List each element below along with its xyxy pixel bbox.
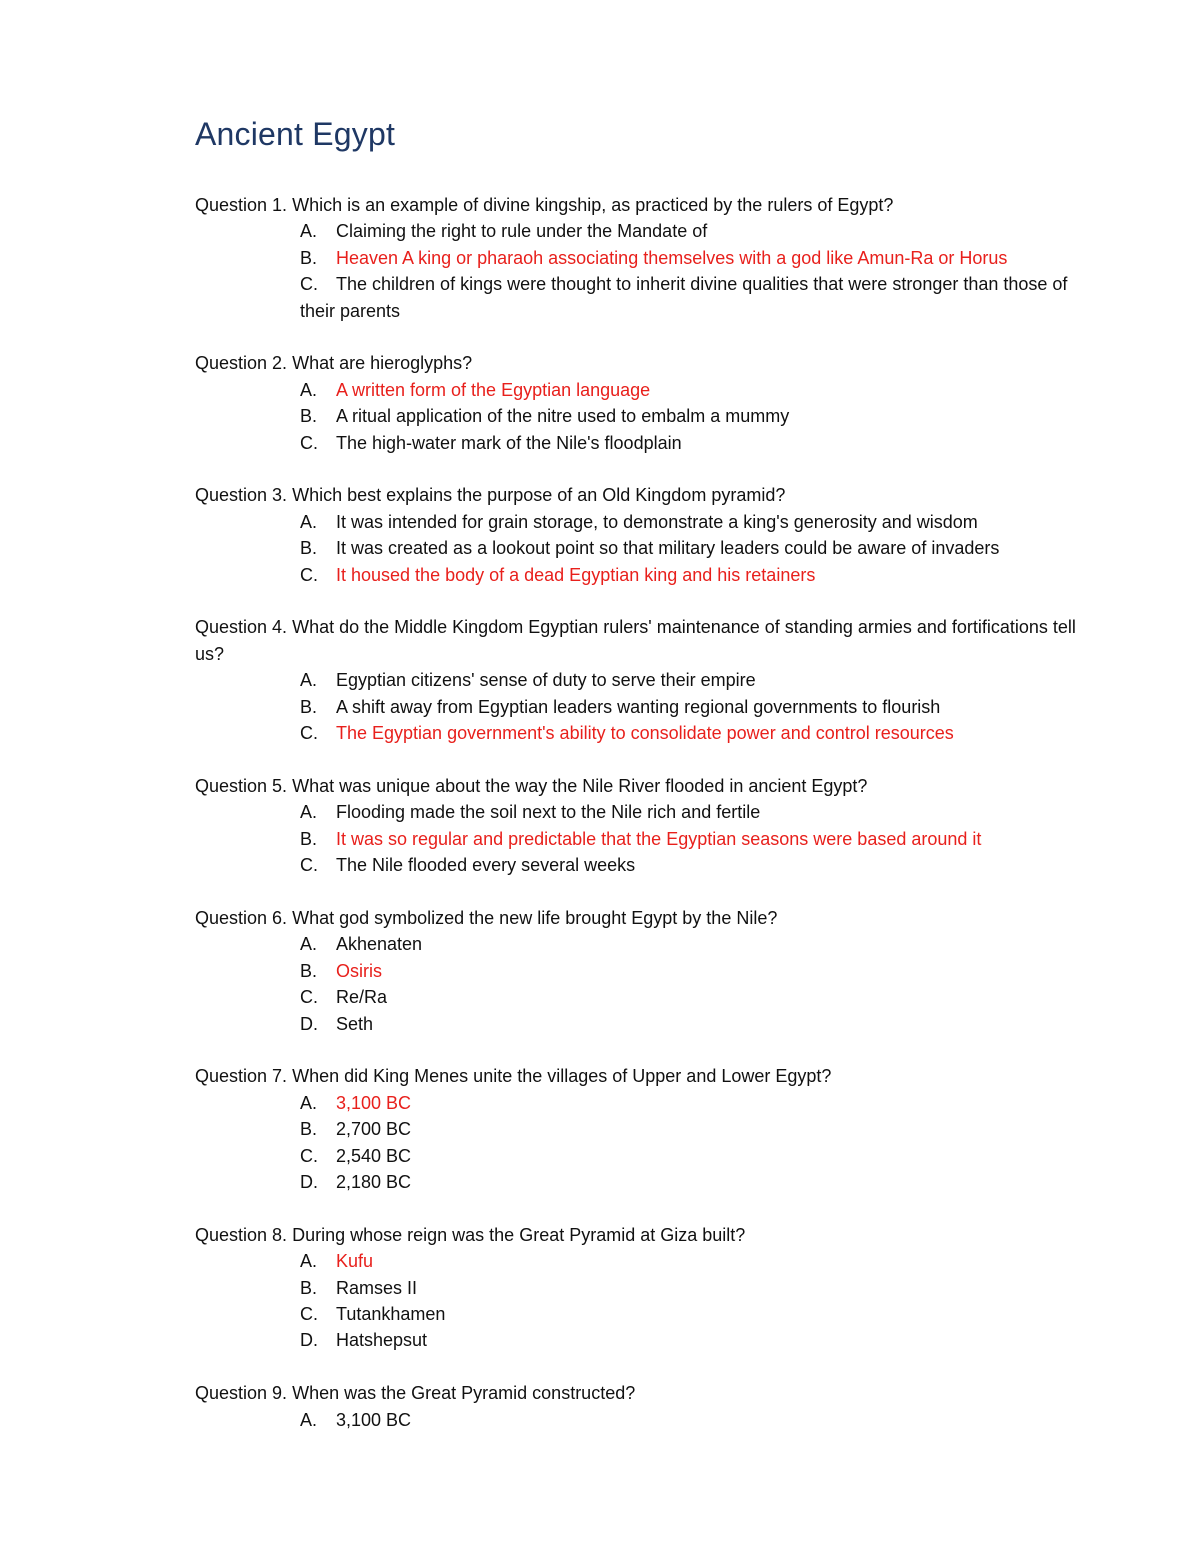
option-text: 2,540 BC (336, 1145, 412, 1166)
option-text: 2,700 BC (336, 1119, 412, 1140)
option-text: It was intended for grain storage, to demonstrate a king's generosity and wisdom (336, 511, 978, 532)
option-text: It housed the body of a dead Egyptian king and his retainers (336, 564, 816, 585)
option-letter: B. (300, 406, 318, 427)
question-number: Question 9. (195, 1383, 288, 1404)
question-number: Question 5. (195, 775, 288, 796)
option-letter: A. (300, 511, 318, 532)
question-3 (195, 482, 1095, 588)
option-text: The children of kings were thought to inherit divine qualities that were stronger than those of their parents (300, 274, 1068, 321)
option-text: Re/Ra (336, 987, 388, 1008)
option-text: Heaven A king or pharaoh associating themselves with a god like Amun-Ra or Horus (336, 247, 1008, 268)
option-text: Flooding made the soil next to the Nile rich and fertile (336, 802, 761, 823)
option-letter: D. (300, 1171, 318, 1192)
answer-option (195, 271, 1095, 324)
option-text: Tutankhamen (336, 1303, 446, 1324)
question-8 (195, 1222, 1095, 1354)
option-text: A shift away from Egyptian leaders wanting regional governments to flourish (336, 696, 941, 717)
answer-option (195, 1011, 1095, 1037)
question-text: When did King Menes unite the villages of Upper and Lower Egypt? (292, 1066, 832, 1087)
option-letter: A. (300, 670, 318, 691)
option-text: Akhenaten (336, 934, 423, 955)
answer-option (195, 218, 1095, 244)
question-7 (195, 1063, 1095, 1195)
option-text: The Nile flooded every several weeks (336, 855, 636, 876)
option-letter: A. (300, 1092, 318, 1113)
option-text: Egyptian citizens' sense of duty to serve their empire (336, 670, 756, 691)
answer-option-correct (195, 245, 1095, 271)
answer-option (195, 694, 1095, 720)
option-letter: B. (300, 247, 318, 268)
question-text: What was unique about the way the Nile River flooded in ancient Egypt? (292, 775, 868, 796)
question-text: Which best explains the purpose of an Old Kingdom pyramid? (292, 485, 786, 506)
question-number: Question 1. (195, 195, 288, 215)
answer-option (195, 852, 1095, 878)
question-4 (195, 614, 1095, 746)
question-text: During whose reign was the Great Pyramid at Giza built? (292, 1224, 746, 1245)
question-text: When was the Great Pyramid constructed? (292, 1383, 636, 1404)
answer-option-correct (195, 377, 1095, 403)
question-stem (195, 773, 1095, 799)
answer-option (195, 1407, 1095, 1433)
answer-option-correct (195, 720, 1095, 746)
answer-option (195, 667, 1095, 693)
question-number: Question 8. (195, 1224, 288, 1245)
answer-option (195, 1301, 1095, 1327)
answer-option (195, 799, 1095, 825)
answer-option (195, 509, 1095, 535)
option-text: 2,180 BC (336, 1171, 412, 1192)
option-text: Seth (336, 1013, 374, 1034)
question-stem (195, 1063, 1095, 1089)
question-stem (195, 350, 1095, 376)
option-letter: B. (300, 1277, 318, 1298)
option-letter: A. (300, 934, 318, 955)
answer-option-correct (195, 1090, 1095, 1116)
question-stem (195, 192, 1095, 218)
question-text: What are hieroglyphs? (292, 353, 473, 374)
option-text: Hatshepsut (336, 1330, 428, 1351)
question-1 (195, 192, 1095, 324)
option-letter: C. (300, 564, 318, 585)
answer-option (195, 535, 1095, 561)
question-stem (195, 614, 1095, 667)
question-number: Question 4. (195, 617, 288, 638)
option-letter: C. (300, 723, 318, 744)
option-text: A written form of the Egyptian language (336, 379, 651, 400)
option-letter: C. (300, 274, 318, 295)
option-text: A ritual application of the nitre used to embalm a mummy (336, 406, 790, 427)
option-letter: B. (300, 538, 318, 559)
option-letter: C. (300, 855, 318, 876)
question-number: Question 7. (195, 1066, 288, 1087)
answer-option (195, 403, 1095, 429)
option-letter: C. (300, 987, 318, 1008)
question-6 (195, 905, 1095, 1037)
question-stem (195, 905, 1095, 931)
question-text: What god symbolized the new life brought Egypt by the Nile? (292, 907, 778, 928)
answer-option-correct (195, 562, 1095, 588)
option-letter: C. (300, 432, 318, 453)
option-letter: D. (300, 1013, 318, 1034)
option-text: Claiming the right to rule under the Mandate of (336, 221, 708, 242)
answer-option (195, 1169, 1095, 1195)
question-number: Question 6. (195, 907, 288, 928)
answer-option-correct (195, 1248, 1095, 1274)
option-letter: C. (300, 1145, 318, 1166)
question-stem (195, 1222, 1095, 1248)
option-letter: D. (300, 1330, 318, 1351)
answer-option (195, 931, 1095, 957)
answer-option-correct (195, 958, 1095, 984)
option-text: Osiris (336, 960, 382, 981)
document-title: Ancient Egypt (195, 116, 396, 152)
question-number: Question 3. (195, 485, 288, 506)
answer-option (195, 1327, 1095, 1353)
question-9 (195, 1380, 1095, 1433)
option-text: Ramses II (336, 1277, 418, 1298)
question-5 (195, 773, 1095, 879)
option-letter: A. (300, 802, 318, 823)
option-letter: A. (300, 221, 318, 242)
option-text: It was created as a lookout point so that military leaders could be aware of invaders (336, 538, 1000, 559)
question-text: What do the Middle Kingdom Egyptian rulers' maintenance of standing armies and fortifications tell us? (195, 617, 1076, 664)
answer-option-correct (195, 826, 1095, 852)
answer-option (195, 430, 1095, 456)
option-letter: A. (300, 1409, 318, 1430)
question-number: Question 2. (195, 353, 288, 374)
question-list (195, 192, 1095, 1459)
option-text: 3,100 BC (336, 1409, 412, 1430)
option-letter: A. (300, 379, 318, 400)
option-text: 3,100 BC (336, 1092, 412, 1113)
option-letter: B. (300, 696, 318, 717)
option-text: The Egyptian government's ability to consolidate power and control resources (336, 723, 954, 744)
option-letter: C. (300, 1303, 318, 1324)
answer-option (195, 984, 1095, 1010)
question-stem (195, 482, 1095, 508)
question-2 (195, 350, 1095, 456)
option-text: Kufu (336, 1251, 374, 1272)
question-stem (195, 1380, 1095, 1406)
option-letter: A. (300, 1251, 318, 1272)
option-text: The high-water mark of the Nile's floodplain (336, 432, 682, 453)
answer-option (195, 1143, 1095, 1169)
option-letter: B. (300, 828, 318, 849)
option-letter: B. (300, 960, 318, 981)
question-text: Which is an example of divine kingship, as practiced by the rulers of Egypt? (292, 195, 894, 215)
option-letter: B. (300, 1119, 318, 1140)
answer-option (195, 1116, 1095, 1142)
option-text: It was so regular and predictable that the Egyptian seasons were based around it (336, 828, 982, 849)
answer-option (195, 1275, 1095, 1301)
